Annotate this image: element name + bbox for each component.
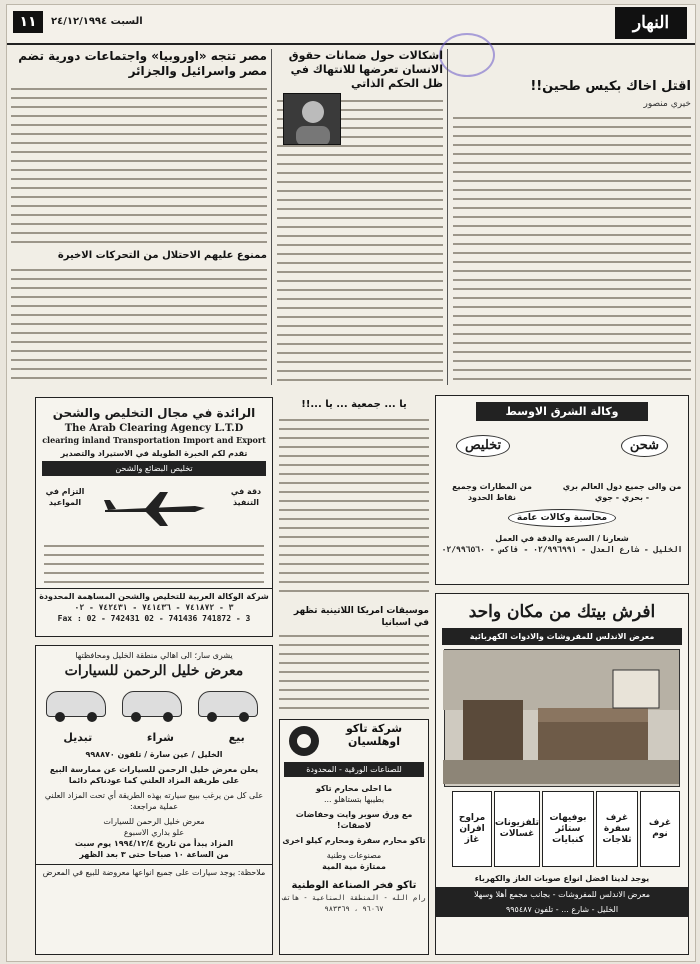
car-icon xyxy=(122,691,182,717)
article-left-body xyxy=(11,85,267,245)
taco-logo-icon xyxy=(286,724,322,758)
car-icon xyxy=(46,691,106,717)
ad-furniture-room-3: تلفزيونات غسالات xyxy=(494,791,540,867)
ad-taco-tag: ما احلى محارم تاكو xyxy=(315,784,393,793)
brief-left-headline: ممنوع عليهم الاحتلال من التحركات الاخيرة xyxy=(57,250,267,261)
ad-clearing-right-tag: دقة في التنفيذ xyxy=(230,487,262,507)
ad-taco-line5: ممتازة مية المية xyxy=(322,862,386,871)
ad-taco-line4: مصنوعات وطنية xyxy=(326,851,382,860)
ad-taco xyxy=(279,719,429,955)
newspaper-logo: النهار xyxy=(615,7,687,39)
car-icon xyxy=(198,691,258,717)
ad-furniture-room-0: غرف نوم xyxy=(640,791,680,867)
ad-cars-note: على كل من يرغب ببيع سيارته بهذه الطريقة أي تحت المزاد العلني عملية مراجعة: xyxy=(44,791,264,811)
ad-cars-intro: يشرى سار؛ الى اهالي منطقة الخليل ومحافظتها xyxy=(75,651,233,660)
ad-me-contact: الخليل - شارع العدل - ٠٢/٩٩٦٩٩١ - فاكس - ٠٢/٩٩٦٥٦٠ xyxy=(441,545,683,554)
ad-me-left-tag: تخليص xyxy=(456,435,510,457)
ad-clearing-fax: Fax : 02 - 742431 02 - 741436 741872 - 3 xyxy=(57,614,251,623)
ad-me-right-tag: شحن xyxy=(621,435,668,457)
ad-cars-label-buy: شراء xyxy=(146,731,174,744)
brief-left-body xyxy=(11,266,267,386)
airplane-icon xyxy=(100,488,210,528)
brief-center-headline: يا ... جمعية ... يا ...!! xyxy=(301,399,407,410)
ad-cars-days: علو بداري الاسبوع xyxy=(123,828,185,837)
furniture-photo-icon xyxy=(443,650,679,784)
ad-furniture-room-1: غرف سفرة ثلاجات xyxy=(596,791,638,867)
brief-lower-headline: موسيقات امريكا اللاتينية تظهر في اسبانيا xyxy=(293,606,429,628)
article-left-headline: مصر تتجه «اوروبيا» واجتماعات دورية تضم مصر واسرائيل والجزائر xyxy=(18,49,267,78)
brief-center-body xyxy=(279,416,429,596)
newspaper-page xyxy=(6,4,696,962)
issue-date: السبت ٢٤/١٢/١٩٩٤ xyxy=(51,16,143,27)
column-rule xyxy=(447,49,448,385)
article-right xyxy=(453,49,691,389)
ad-cars-label-swap: تبديل xyxy=(63,731,93,744)
article-left xyxy=(11,49,267,389)
column-rule xyxy=(271,49,272,385)
ad-clearing-title-en: The Arab Clearing Agency L.T.D xyxy=(64,423,244,434)
ad-me-title: وكالة الشرق الاوسط xyxy=(476,402,648,421)
showroom-photo xyxy=(444,649,680,787)
ad-cars-body: يعلن معرض خليل الرحمن للسيارات عن ممارسة البيع على طريقة المزاد العلني كما عودناكم دائما xyxy=(49,765,259,785)
ad-me-right-sub: من والى جميع دول العالم بري - بحري - جوي xyxy=(562,482,682,502)
car-row xyxy=(36,681,272,731)
ad-me-left-sub: من المطارات وجميع نقاط الحدود xyxy=(452,482,532,502)
ad-furniture-headline: افرش بيتك من مكان واحد xyxy=(468,602,656,622)
ad-me-accounting: محاسبة وكالات عامة xyxy=(508,509,616,527)
brief-center xyxy=(279,397,429,597)
ad-cars-place: معرض خليل الرحمن للسيارات xyxy=(103,817,205,826)
ad-furniture-band: معرض الاندلس للمفروشات والادوات الكهربائية xyxy=(442,628,682,645)
ad-furniture-footer1: يوجد لدينا افضل انواع صوبات الغاز والكهرباء xyxy=(474,874,650,883)
ad-taco-line1: بطيبها بتستاهلو ... xyxy=(323,795,385,804)
ad-cars-label-sell: بيع xyxy=(228,731,245,744)
ad-clearing-band: تخليص البضائع والشحن xyxy=(42,461,266,476)
ad-clearing-title-ar: الرائدة في مجال التخليص والشحن xyxy=(52,406,256,420)
ad-cars-footer: ملاحظة: يوجد سيارات على جميع انواعها معروضة للبيع في المعرض xyxy=(36,864,272,880)
ad-clearing-phones: ٣ - ٧٤١٨٧٢ - ٧٤١٤٣٦ - ٧٤٢٤٣١ - ٠٢ xyxy=(74,603,234,612)
ad-taco-title: شركة تاكو اوهلسيان xyxy=(345,722,403,748)
ad-furniture-footer3: الخليل - شارع ... - تلفون ٩٩٥٤٨٧ xyxy=(436,902,688,917)
ad-clearing-slogan: تقدم لكم الخبرة الطويلة في الاستيراد والتصدير xyxy=(60,449,248,458)
ad-taco-line2: مع ورق سوبر وايت وحفاضات لاصقات! xyxy=(295,810,413,830)
ad-cars xyxy=(35,645,273,955)
ad-furniture-room-4: مراوح افران غاز xyxy=(452,791,492,867)
ad-cars-start: المزاد يبدأ من تاريخ ١٩٩٤/١٢/٤ يوم سبت xyxy=(74,839,234,848)
masthead xyxy=(7,5,695,45)
ad-furniture-footer2: معرض الاندلس للمفروشات - بجانب مجمع أهلا وسهلا xyxy=(436,887,688,902)
article-right-body xyxy=(453,114,691,384)
ad-clearing-agency xyxy=(35,397,273,637)
ad-cars-address: الخليل / عين سارة / تلفون ٩٩٨٨٧٠ xyxy=(85,750,223,759)
brief-lower-body xyxy=(279,632,429,712)
ad-furniture-room-2: بوفيهات ستائر كنبايات xyxy=(542,791,594,867)
ad-taco-subtitle: للصناعات الورقية - المحدودة xyxy=(284,762,424,777)
article-right-byline: خيري منصور xyxy=(643,99,691,109)
ad-clearing-left-tag: التزام في المواعيد xyxy=(45,487,85,507)
portrait-icon xyxy=(284,94,341,145)
ad-cars-hours: من الساعة ١٠ صباحا حتى ٣ بعد الظهر xyxy=(79,850,229,859)
ad-clearing-company: شركة الوكالة العربية للتخليص والشحن المساهمة المحدودة xyxy=(36,588,272,602)
article-center-headline: اشكالات حول ضمانات حقوق الانسان تعرضها للانتهاك في ظل الحكم الذاتي xyxy=(288,49,443,90)
article-right-headline: اقتل اخاك بكيس طحين!! xyxy=(530,79,691,94)
ad-middle-east-agency xyxy=(435,395,689,585)
brief-lower xyxy=(279,605,429,713)
ad-clearing-services-list xyxy=(44,542,264,586)
ad-taco-address: رام الله - المنطقة الصناعية - هاتف ٩٦٠٦٧ ، ٩٨٣٣٦٩ xyxy=(282,894,426,913)
ad-taco-line3: تاكو محارم سفرة ومحارم كيلو اخرى xyxy=(282,836,426,845)
ad-me-motto: شعارنا / السرعة والدقة في العمل xyxy=(495,534,629,543)
ad-furniture xyxy=(435,593,689,955)
author-photo xyxy=(283,93,341,145)
ad-taco-footer: تاكو فخر الصناعة الوطنية xyxy=(291,880,417,891)
ad-clearing-subtitle-en: clearing inland Transportation Import and Export xyxy=(42,435,266,445)
page-number: ١١ xyxy=(13,11,43,33)
ad-cars-title: معرض خليل الرحمن للسيارات xyxy=(64,663,244,679)
